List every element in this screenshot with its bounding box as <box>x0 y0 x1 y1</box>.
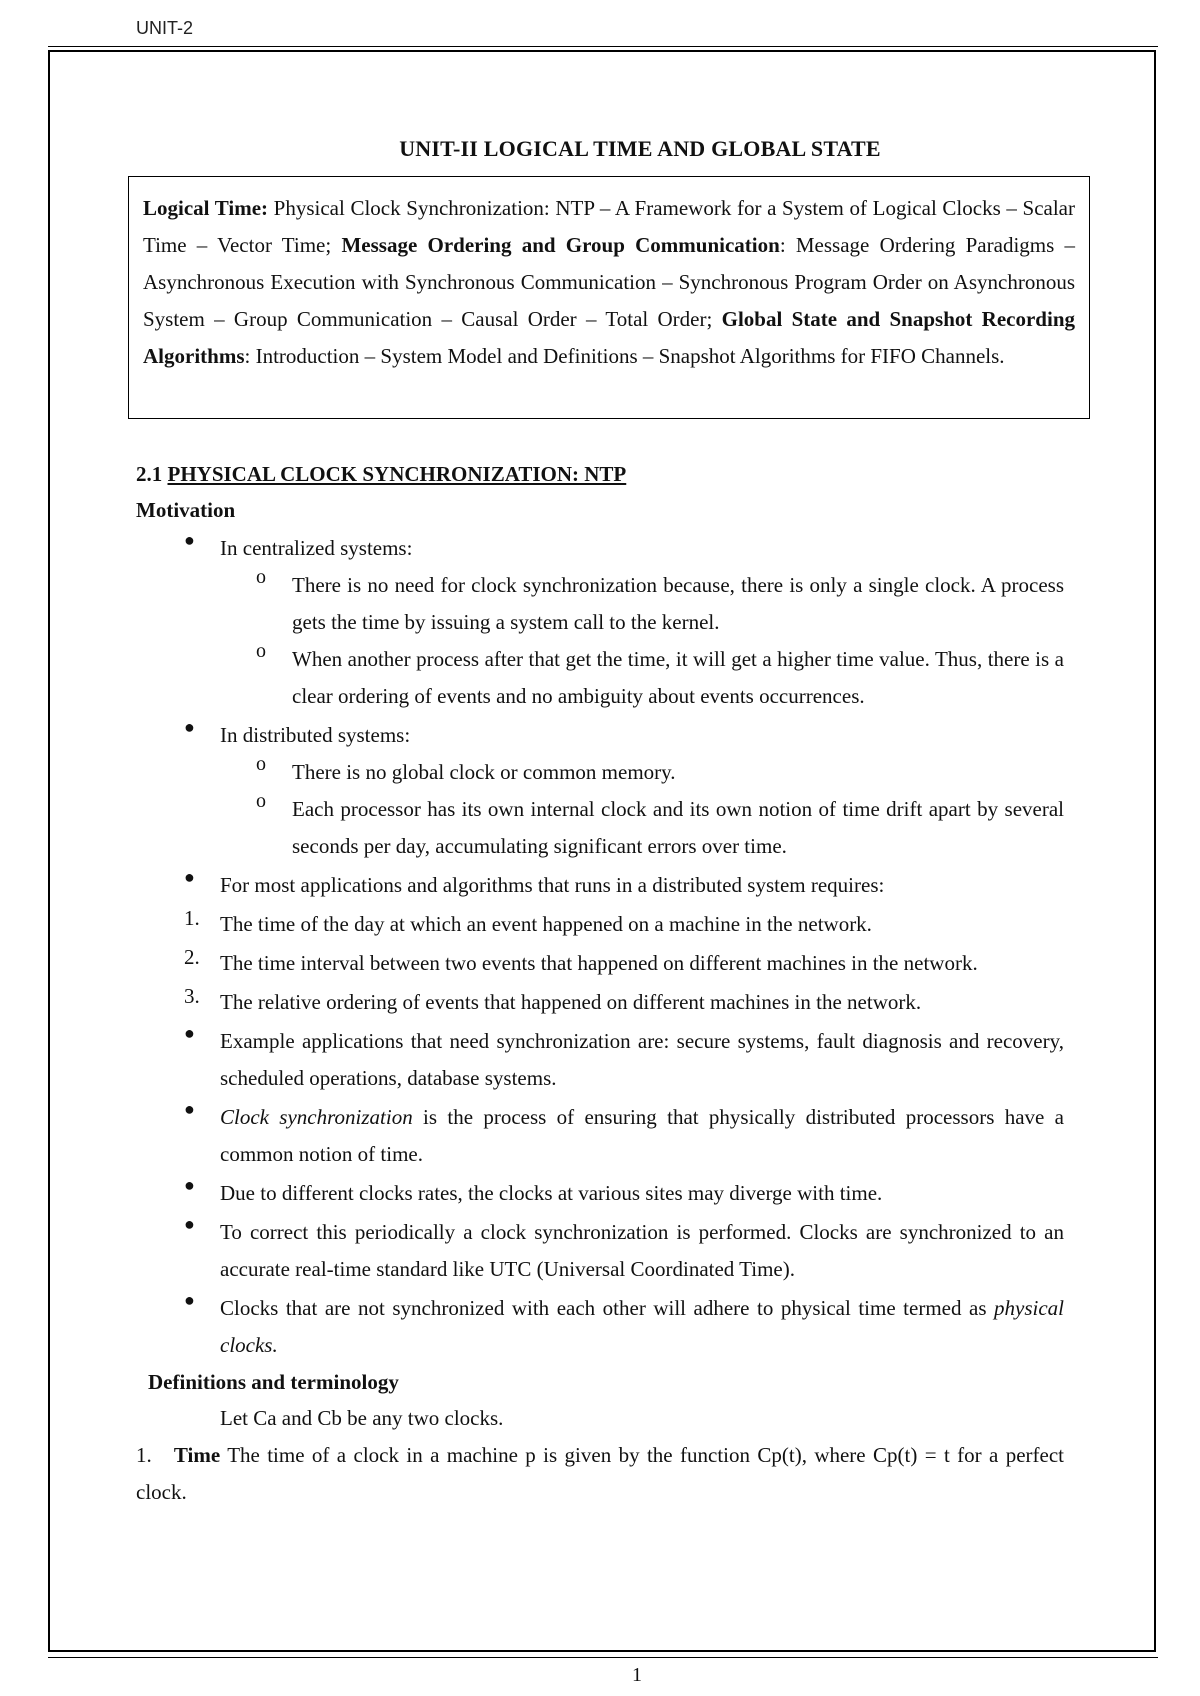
list-item <box>136 717 1064 754</box>
list-item <box>136 1175 1064 1212</box>
bullet-text: There is no need for clock synchronization because, there is only a single clock. A process gets the time by issuing a system call to the kernel. <box>292 573 1064 634</box>
item-number: 3. <box>184 984 200 1008</box>
definitions-heading: Definitions and terminology <box>148 1370 399 1394</box>
definition-time <box>136 1437 1064 1511</box>
list-item <box>136 1099 1064 1173</box>
bottom-rule <box>48 1657 1158 1658</box>
top-rule <box>48 46 1158 47</box>
list-item <box>136 641 1064 715</box>
bullet-text-lead: Clocks that are not synchronized with each other will adhere to physical time termed as <box>220 1296 995 1320</box>
circle-bullet-icon: o <box>256 790 266 812</box>
definition-text: The time of a clock in a machine p is given by the function Cp(t), where Cp(t) = t for a perfect clock. <box>136 1443 1065 1504</box>
list-item <box>136 1290 1064 1364</box>
definition-number: 1. <box>136 1443 152 1467</box>
emphasis-term: Clock synchronization <box>220 1105 413 1129</box>
numbered-item <box>136 906 1064 943</box>
unit-title: UNIT-II LOGICAL TIME AND GLOBAL STATE <box>399 136 881 161</box>
motivation-heading: Motivation <box>136 498 236 522</box>
page-number: 1 <box>632 1664 642 1686</box>
main-content <box>136 456 1064 1511</box>
bullet-text: There is no global clock or common memory. <box>292 760 676 784</box>
bullet-icon: ● <box>184 1214 195 1234</box>
item-number: 1. <box>184 906 200 930</box>
list-item <box>136 1214 1064 1288</box>
bullet-icon: ● <box>184 867 195 887</box>
bullet-text: In distributed systems: <box>220 723 411 747</box>
running-header: UNIT-2 <box>136 18 194 38</box>
bullet-text: To correct this periodically a clock synchronization is performed. Clocks are synchronized to an accurate real-time standard like UTC (Universal Coordinated Time). <box>220 1220 1064 1281</box>
syllabus-global-state-label: Global State and Snapshot Recording Algorithms <box>143 307 1075 368</box>
definition-term: Time <box>173 1443 221 1467</box>
bullet-icon: ● <box>184 1023 195 1043</box>
section-title: PHYSICAL CLOCK SYNCHRONIZATION: NTP <box>167 462 627 486</box>
bullet-text: Example applications that need synchronization are: secure systems, fault diagnosis and recovery, scheduled operations, database systems. <box>220 1029 1064 1090</box>
bullet-icon: ● <box>184 1175 195 1195</box>
bullet-icon: ● <box>184 717 195 737</box>
list-item <box>136 567 1064 641</box>
bullet-icon: ● <box>184 1099 195 1119</box>
syllabus-message-ordering-label: Message Ordering and Group Communication <box>341 233 780 257</box>
circle-bullet-icon: o <box>256 753 266 775</box>
syllabus-global-state-text: : Introduction – System Model and Definitions – Snapshot Algorithms for FIFO Channels. <box>244 344 1005 368</box>
bullet-text <box>220 1290 1064 1364</box>
circle-bullet-icon: o <box>256 640 266 662</box>
numbered-item <box>136 984 1064 1021</box>
syllabus-logical-time-text: Physical Clock Synchronization: NTP – A Framework for a System of Logical Clocks – Scalar Time – Vector Time; <box>143 196 1075 257</box>
list-item <box>136 530 1064 567</box>
bullet-icon: ● <box>184 530 195 550</box>
numbered-item <box>136 945 1064 982</box>
bullet-text: When another process after that get the time, it will get a higher time value. Thus, there is a clear ordering of events and no ambiguity about events occurrences. <box>292 647 1064 708</box>
list-item <box>136 754 1064 791</box>
bullet-text: For most applications and algorithms that runs in a distributed system requires: <box>220 873 885 897</box>
numbered-text: The relative ordering of events that happened on different machines in the network. <box>220 990 922 1014</box>
bullet-text: Due to different clocks rates, the clocks at various sites may diverge with time. <box>220 1181 883 1205</box>
bullet-text-rest: is the process of ensuring that physically distributed processors have a common notion of time. <box>220 1105 1064 1166</box>
emphasis-term: physical clocks. <box>220 1296 1064 1357</box>
syllabus-box <box>128 176 1090 419</box>
list-item <box>136 791 1064 865</box>
bullet-text: In centralized systems: <box>220 536 413 560</box>
section-heading <box>136 456 1064 492</box>
syllabus-message-ordering-text: : Message Ordering Paradigms – Asynchronous Execution with Synchronous Communication – Synchronous Program Order on Asynchronous System – Group Communication – Causal Order – Total Order; <box>143 233 1076 331</box>
numbered-text: The time interval between two events that happened on different machines in the network. <box>220 951 978 975</box>
section-number: 2.1 <box>136 462 168 486</box>
syllabus-logical-time-label: Logical Time: <box>143 196 269 220</box>
bullet-text <box>220 1099 1064 1173</box>
bullet-icon: ● <box>184 1290 195 1310</box>
definitions-intro: Let Ca and Cb be any two clocks. <box>220 1406 504 1430</box>
bullet-text: Each processor has its own internal clock and its own notion of time drift apart by several seconds per day, accumulating significant errors over time. <box>292 797 1064 858</box>
item-number: 2. <box>184 945 200 969</box>
numbered-text: The time of the day at which an event happened on a machine in the network. <box>220 912 872 936</box>
list-item <box>136 1023 1064 1097</box>
list-item <box>136 867 1064 904</box>
circle-bullet-icon: o <box>256 566 266 588</box>
